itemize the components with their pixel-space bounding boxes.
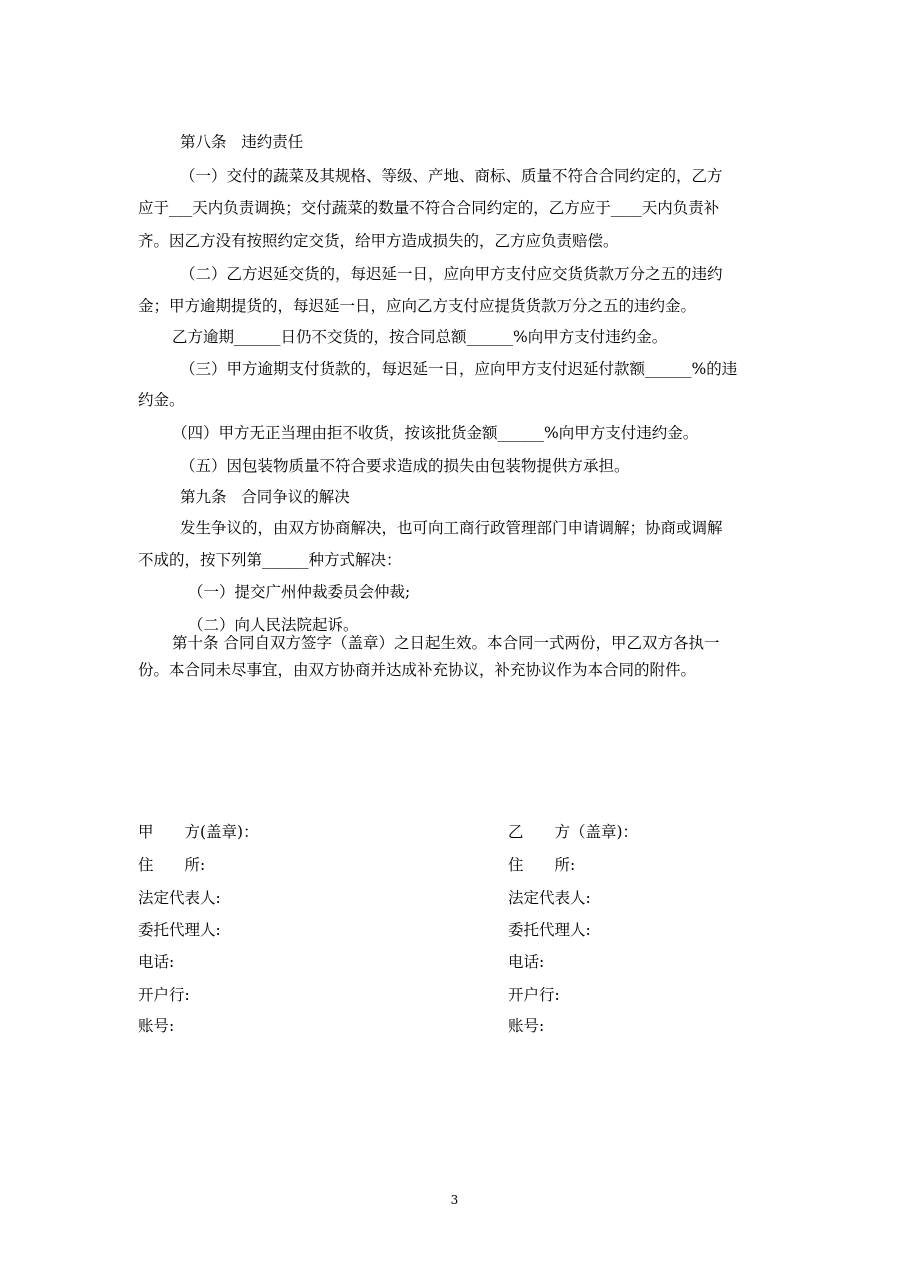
article-10-text: 合同自双方签字（盖章）之日起生效。本合同一式两份，甲乙双方各执一 — [223, 634, 720, 652]
page-number: 3 — [450, 1193, 459, 1207]
article-8-p2-line3: 乙方逾期______日仍不交货的，按合同总额______%向甲方支付违约金。 — [172, 328, 668, 346]
article-8-p1-line1: （一）交付的蔬菜及其规格、等级、产地、商标、质量不符合合同约定的，乙方 — [180, 167, 723, 185]
article-8-p1-line3: 齐。因乙方没有按照约定交货，给甲方造成损失的，乙方应负责赔偿。 — [138, 232, 619, 250]
party-a-agent: 委托代理人: — [138, 921, 221, 939]
party-a-address: 住 所: — [138, 856, 206, 874]
party-a-label: 甲 方(盖章)： — [138, 823, 259, 841]
party-a-phone: 电话: — [138, 953, 175, 971]
party-b-label: 乙 方（盖章)： — [508, 823, 639, 841]
party-b-agent: 委托代理人: — [508, 921, 591, 939]
party-b-phone: 电话: — [508, 953, 545, 971]
party-a-bank: 开户行: — [138, 986, 190, 1004]
article-8-heading-line — [180, 132, 303, 152]
party-b-address: 住 所: — [508, 856, 576, 874]
article-9-heading: 合同争议的解决 — [241, 488, 350, 506]
article-8-p3-line1: （三）甲方逾期支付货款的，每迟延一日，应向甲方支付迟延付款额______%的违 — [180, 360, 738, 378]
article-8-p2-line1: （二）乙方迟延交货的，每迟延一日，应向甲方支付应交货货款万分之五的违约 — [180, 265, 723, 283]
article-8-p4: （四）甲方无正当理由拒不收货，按该批货金额______%向甲方支付违约金。 — [172, 424, 699, 442]
article-8-p5: （五）因包装物质量不符合要求造成的损失由包装物提供方承担。 — [180, 457, 630, 475]
article-8-heading: 违约责任 — [241, 133, 304, 151]
article-9-p1-line2: 不成的，按下列第______种方式解决： — [138, 551, 402, 569]
article-9-option-2: （二）向人民法院起诉。 — [188, 616, 359, 634]
party-b-account: 账号: — [508, 1017, 545, 1035]
article-10-title: 第十条 — [172, 634, 219, 652]
article-8-title: 第八条 — [180, 133, 227, 151]
article-9-p1-line1: 发生争议的，由双方协商解决，也可向工商行政管理部门申请调解；协商或调解 — [180, 519, 723, 537]
article-9-title: 第九条 — [180, 488, 227, 506]
article-8-p2-line2: 金；甲方逾期提货的，每迟延一日，应向乙方支付应提货货款万分之五的违约金。 — [138, 297, 697, 315]
article-8-p3-line2: 约金。 — [138, 391, 185, 409]
article-8-p1-line2: 应于___天内负责调换；交付蔬菜的数量不符合合同约定的，乙方应于____天内负责补 — [138, 199, 720, 217]
article-10-line1 — [172, 633, 719, 653]
article-9-heading-line — [180, 487, 350, 507]
party-a-legal-rep: 法定代表人: — [138, 889, 221, 907]
party-a-account: 账号: — [138, 1017, 175, 1035]
article-9-option-1: （一）提交广州仲裁委员会仲裁; — [188, 583, 411, 601]
article-10-line2: 份。本合同未尽事宜，由双方协商并达成补充协议，补充协议作为本合同的附件。 — [138, 661, 697, 679]
party-b-bank: 开户行: — [508, 986, 560, 1004]
party-b-legal-rep: 法定代表人: — [508, 889, 591, 907]
